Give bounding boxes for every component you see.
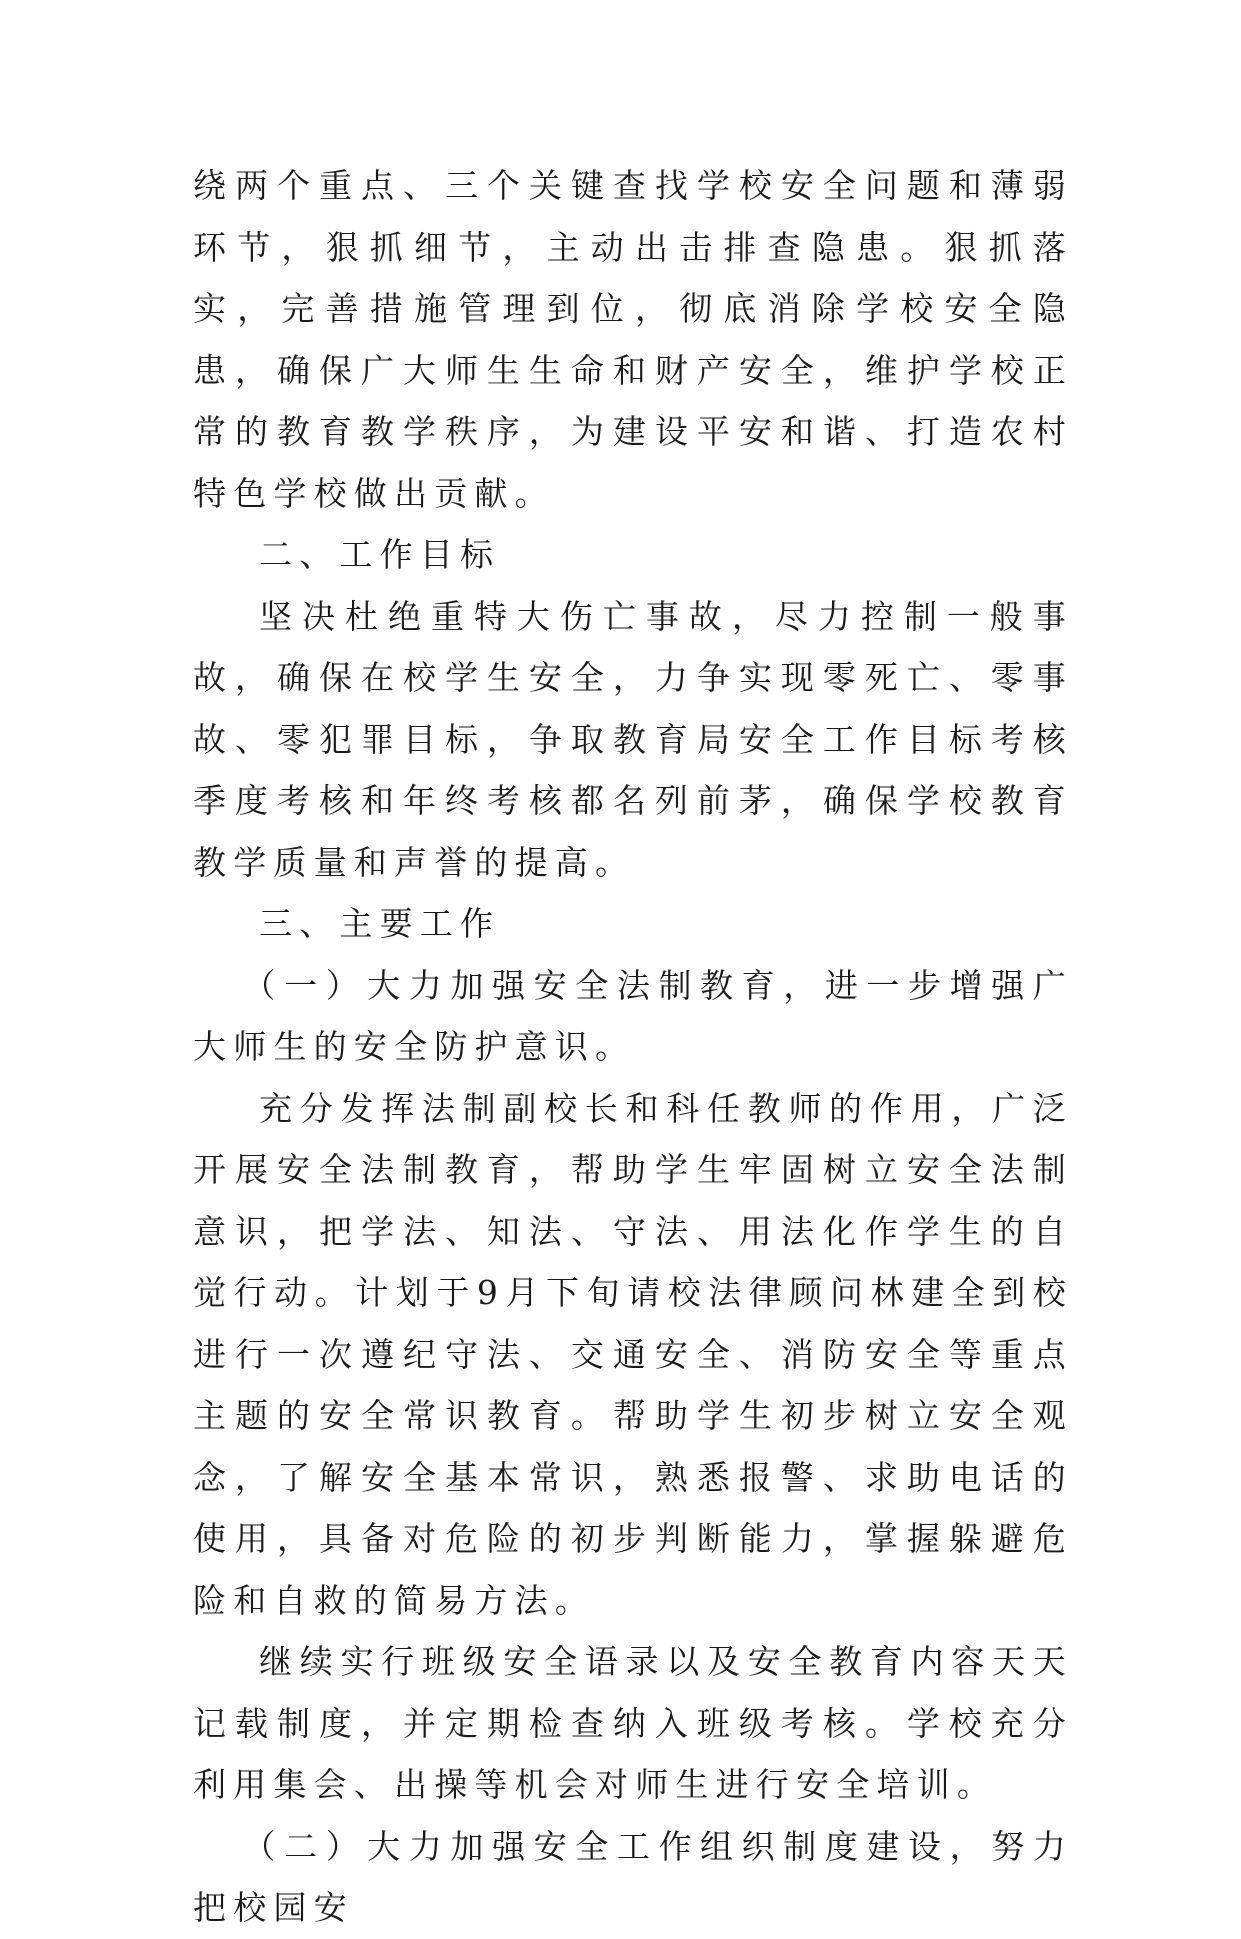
section-heading-work-goals: 二、工作目标 [259,535,501,574]
paragraph-legal-education: 充分发挥法制副校长和科任教师的作用，广泛开展安全法制教育，帮助学生牢固树立安全法制意识，把学法、知法、守法、用法化作学生的自觉行动。计划于9月下旬请校法律顾问林建全到校进行一次遵纪守法、交通安全、消防安全等重点主题的安全常识教育。帮助学生初步树立安全观念，了解安全基本常识，熟悉报警、求助电话的使用，具备对危险的初步判断能力，掌握躲避危险和自救的简易方法。 [193,1088,1073,1620]
subheading-legal-education: （一）大力加强安全法制教育，进一步增强广大师生的安全防护意识。 [193,965,1073,1066]
paragraph-work-goals: 坚决杜绝重特大伤亡事故，尽力控制一般事故，确保在校学生安全，力争实现零死亡、零事故、零犯罪目标，争取教育局安全工作目标考核季度考核和年终考核都名列前茅，确保学校教育教学质量和声誉的提高。 [193,596,1073,882]
document-body [193,155,1073,1939]
paragraph-intro-continuation: 绕两个重点、三个关键查找学校安全问题和薄弱环节，狠抓细节，主动出击排查隐患。狠抓落实，完善措施管理到位，彻底消除学校安全隐患，确保广大师生生命和财产安全，维护学校正常的教育教学秩序，为建设平安和谐、打造农村特色学校做出贡献。 [193,166,1073,513]
paragraph-class-safety-records: 继续实行班级安全语录以及安全教育内容天天记载制度，并定期检查纳入班级考核。学校充分利用集会、出操等机会对师生进行安全培训。 [193,1642,1073,1804]
subheading-organization-system: （二）大力加强安全工作组织制度建设，努力把校园安 [193,1826,1073,1927]
section-heading-main-work: 三、主要工作 [259,904,501,943]
